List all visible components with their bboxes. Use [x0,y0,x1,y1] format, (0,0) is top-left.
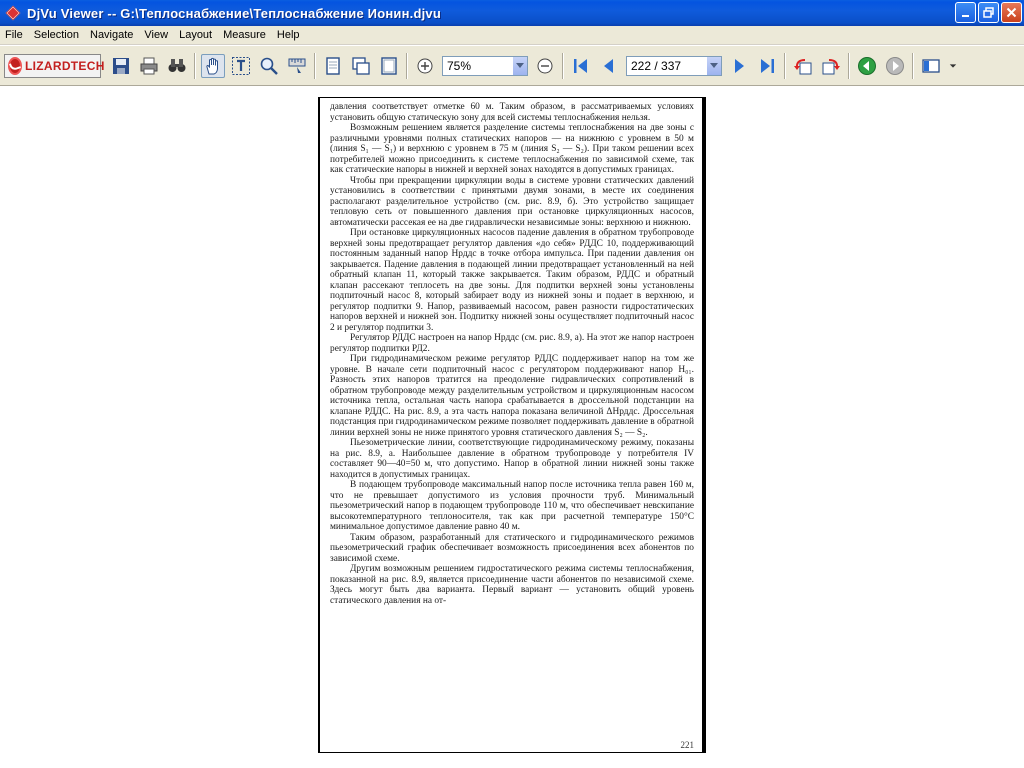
zoom-out-button[interactable] [533,54,557,78]
last-page-button[interactable] [755,54,779,78]
toolbar-separator [314,53,316,79]
next-page-icon [729,56,749,76]
continuous-page-icon [351,56,371,76]
toolbar [0,46,1024,86]
menu-view[interactable]: View [144,29,169,41]
page-paragraph: Таким образом, разработанный для статического и гидродинамического режимов пьезометрический график обеспечивает возможность присоединения всех абонентов по зависимой схеме. [330,532,694,564]
previous-page-icon [599,56,619,76]
print-button[interactable] [137,54,161,78]
toolbar-separator [194,53,196,79]
title-bar[interactable] [0,0,1024,26]
restore-button[interactable] [978,2,999,23]
djvu-app-icon[interactable] [5,5,21,21]
menu-help[interactable]: Help [276,29,300,41]
toolbar-separator [848,53,850,79]
page-number: 221 [680,740,694,750]
logo-text: LIZARDTECH [25,58,105,73]
rotate-left-button[interactable] [791,54,815,78]
forward-arrow-icon [885,56,905,76]
back-button[interactable] [855,54,879,78]
document-view[interactable] [0,87,1024,768]
thumbnails-icon [921,56,941,76]
sidebar-options-dropdown[interactable] [947,54,959,78]
single-page-button[interactable] [321,54,345,78]
rotate-right-icon [821,56,841,76]
page-paragraph: Возможным решением является разделение системы теплоснабжения на две зоны с различными уровнями полных статических напоров — на нижнюю с уровнем в 50 м (линия S₁ — S₁) и верхнюю с уровнем в 75 м (линия S₂ — S₂). При таком решении всех потребителей можно присоединить к системе теплоснабжения по зависимой схеме, так как статические напоры в нижней и верхней зонах находятся в допустимых границах. [330,123,694,175]
page-select[interactable] [626,56,722,76]
ruler-icon [287,56,307,76]
forward-button[interactable] [883,54,907,78]
page-paragraph: Регулятор РДДС настроен на напор Hрддс (см. рис. 8.9, а). На этот же напор настроен регулятор подпитки РД2. [330,333,694,354]
text-select-icon [231,56,251,76]
window-title: DjVu Viewer -- G:\Теплоснабжение\Теплоснабжение Ионин.djvu [27,5,441,21]
page-value: 222 / 337 [631,58,682,73]
rotate-right-button[interactable] [819,54,843,78]
page-paragraph: При остановке циркуляционных насосов падение давления в обратном трубопроводе верхней зоны предотвращает регулятор давления «до себя» РДДС 10, поддерживающий постоянным заданный напор Hрддс в точке отбора импульса. При падении давления он закрывается. Падение давления в подающей линии предотвращает установленный на ней обратный клапан 11, который также закрывается. Таким образом, РДДС и обратный клапан рассекают теплосеть на две зоны. Для подпитки верхней зоны установлены подпиточный насос 8, который забирает воду из нижней зоны и подает в верхнюю, и регулятор подпитки 9. Напор, развиваемый насосом, равен разности гидростатических напоров верхней и нижней зон. Подпитку нижней зоны осуществляет подпиточный насос 2 и регулятор подпитки 3. [330,228,694,333]
pan-tool-button[interactable] [201,54,225,78]
minimize-button[interactable] [955,2,976,23]
measure-tool-button[interactable] [285,54,309,78]
chevron-down-icon[interactable] [706,57,721,75]
sidebar-toggle-button[interactable] [919,54,943,78]
next-page-button[interactable] [727,54,751,78]
zoom-in-icon [415,56,435,76]
magnifier-icon [259,56,279,76]
zoom-tool-button[interactable] [257,54,281,78]
chevron-down-icon[interactable] [512,57,527,75]
page-paragraph: В подающем трубопроводе максимальный напор после источника тепла равен 160 м, что не превышает допустимого из условия прочности труб. Минимальный пьезометрический напор в подающем трубопроводе 110 м, что обеспечивает невскипание высокотемпературного теплоносителя, так как при расчетной температуре 150°С минимальное допустимое давление равно 40 м. [330,480,694,532]
first-page-icon [571,56,591,76]
zoom-value: 75% [447,58,472,73]
text-select-button[interactable] [229,54,253,78]
last-page-icon [757,56,777,76]
lizardtech-logo-icon [8,57,22,75]
save-button[interactable] [109,54,133,78]
single-page-icon [323,56,343,76]
hand-icon [203,56,223,76]
close-button[interactable] [1001,2,1022,23]
page-paragraph: Другим возможным решением гидростатического режима системы теплоснабжения, показанной на рис. 8.9, является присоединение части абонентов по независимой схеме. Здесь могут быть два варианта. Первый вариант — установить общий уровень статического давления на от- [330,564,694,606]
lizardtech-logo[interactable] [4,54,105,78]
previous-page-button[interactable] [597,54,621,78]
zoom-out-icon [535,56,555,76]
facing-page-button[interactable] [377,54,401,78]
page-text [330,102,694,606]
chevron-down-icon [949,62,957,70]
menu-selection[interactable]: Selection [33,29,79,41]
continuous-page-button[interactable] [349,54,373,78]
menu-measure[interactable]: Measure [223,29,266,41]
zoom-select[interactable] [442,56,528,76]
save-icon [111,56,131,76]
restore-icon [983,7,994,18]
toolbar-separator [912,53,914,79]
back-arrow-icon [857,56,877,76]
rotate-left-icon [793,56,813,76]
toolbar-separator [562,53,564,79]
first-page-button[interactable] [569,54,593,78]
toolbar-separator [784,53,786,79]
find-button[interactable] [165,54,189,78]
minimize-icon [961,8,971,18]
menu-layout[interactable]: Layout [179,29,213,41]
document-page[interactable] [318,97,706,753]
menu-navigate[interactable]: Navigate [90,29,134,41]
menu-bar [0,26,1024,45]
binoculars-icon [167,56,187,76]
zoom-in-button[interactable] [413,54,437,78]
page-paragraph: При гидродинамическом режиме регулятор РДДС поддерживает напор на том же уровне. В начале сети подпиточный насос с регулятором поддерживают напор H₀₁. Разность этих напоров тратится на преодоление гидравлических сопротивлений в обратном трубопроводе между разделительным устройством и циркуляционным насосом источника тепла, остальная часть напора срабатывается в дроссельной подстанции на клапане РДДС. На рис. 8.9, а эта часть напора показана величиной ΔHрддс. Дроссельная подстанция при гидродинамическом режиме позволяет поддерживать давление в обратной линии верхней зоны не ниже принятого уровня статического давления S₂ — S₂. [330,354,694,438]
menu-file[interactable]: File [5,29,23,41]
close-icon [1006,7,1017,18]
page-fit-icon [379,56,399,76]
printer-icon [139,56,159,76]
page-paragraph: Пьезометрические линии, соответствующие гидродинамическому режиму, показаны на рис. 8.9, а. Наибольшее давление в обратном трубопроводе у потребителя IV составляет 90—40=50 м, что допустимо. Напор в обратной линии нижней зоны также находится в допустимых границах. [330,438,694,480]
toolbar-separator [406,53,408,79]
page-paragraph: давления соответствует отметке 60 м. Таким образом, в рассматриваемых условиях установить общую статическую зону для всей системы теплоснабжения нельзя. [330,102,694,123]
page-paragraph: Чтобы при прекращении циркуляции воды в системе уровни статических давлений установились в соответствии с принятыми двумя зонами, в месте их соединения располагают разделительное устройство (см. рис. 8.9, б). Это устройство защищает тепловую сеть от повышенного давления при остановке циркуляционных насосов, автоматически рассекая ее на две гидравлически независимые зоны: верхнюю и нижнюю. [330,175,694,228]
